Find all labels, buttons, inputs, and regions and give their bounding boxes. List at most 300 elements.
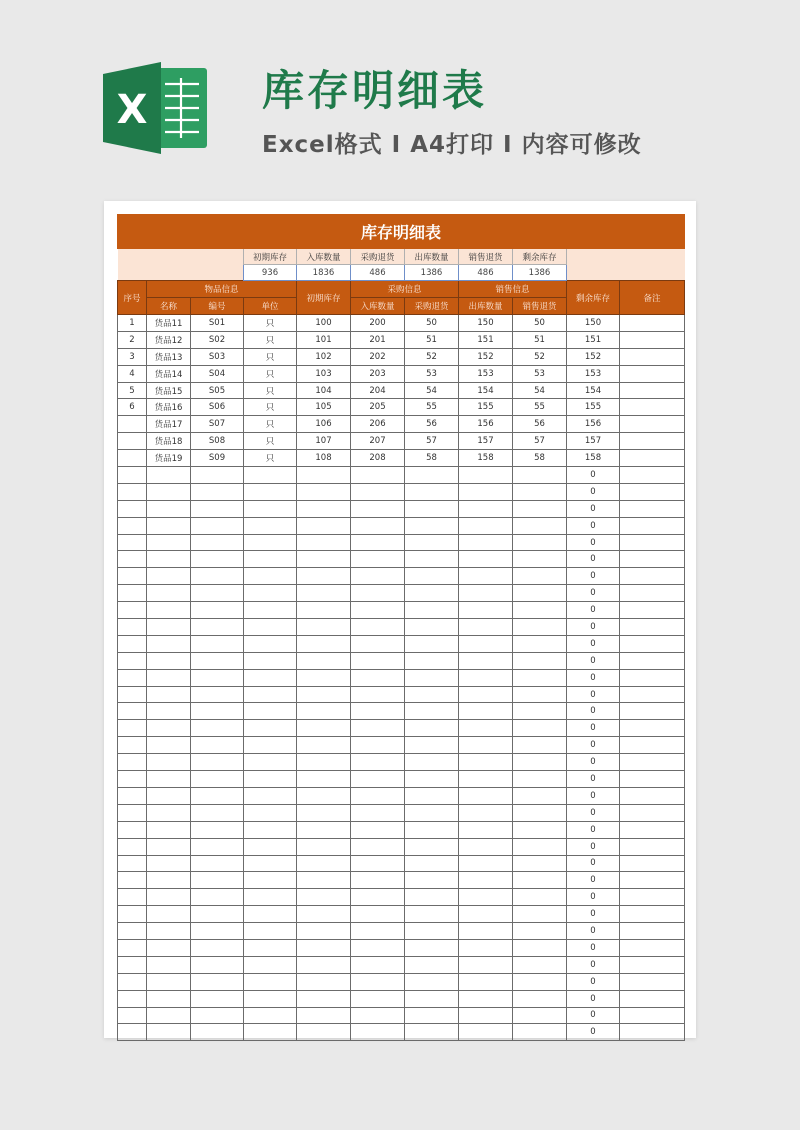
table-cell[interactable]	[147, 889, 191, 906]
table-cell[interactable]	[244, 619, 297, 636]
table-cell[interactable]	[620, 652, 685, 669]
table-cell[interactable]	[459, 619, 513, 636]
table-cell[interactable]	[118, 804, 147, 821]
table-cell[interactable]: 152	[459, 348, 513, 365]
table-cell[interactable]	[297, 585, 351, 602]
table-cell[interactable]: 54	[513, 382, 567, 399]
table-cell[interactable]	[297, 923, 351, 940]
table-cell[interactable]	[620, 923, 685, 940]
table-cell[interactable]	[244, 855, 297, 872]
table-cell[interactable]	[459, 771, 513, 788]
table-cell[interactable]	[405, 923, 459, 940]
table-cell[interactable]: 51	[405, 331, 459, 348]
table-cell[interactable]	[118, 1024, 147, 1041]
table-cell[interactable]	[297, 686, 351, 703]
table-cell[interactable]	[620, 382, 685, 399]
table-cell[interactable]	[147, 939, 191, 956]
table-cell[interactable]	[620, 956, 685, 973]
table-cell[interactable]	[513, 1007, 567, 1024]
table-cell[interactable]: 154	[459, 382, 513, 399]
table-cell[interactable]	[297, 619, 351, 636]
table-cell[interactable]	[297, 652, 351, 669]
table-cell[interactable]: 104	[297, 382, 351, 399]
table-cell[interactable]	[459, 534, 513, 551]
table-cell[interactable]	[297, 804, 351, 821]
table-cell[interactable]: 0	[567, 602, 620, 619]
table-cell[interactable]	[118, 635, 147, 652]
table-cell[interactable]	[118, 467, 147, 484]
table-cell[interactable]	[513, 973, 567, 990]
table-cell[interactable]	[118, 433, 147, 450]
table-cell[interactable]: 208	[351, 450, 405, 467]
table-cell[interactable]	[297, 737, 351, 754]
table-cell[interactable]	[620, 889, 685, 906]
table-cell[interactable]: 206	[351, 416, 405, 433]
table-cell[interactable]	[351, 551, 405, 568]
table-cell[interactable]	[118, 923, 147, 940]
table-cell[interactable]	[405, 720, 459, 737]
table-cell[interactable]	[244, 483, 297, 500]
table-cell[interactable]	[513, 686, 567, 703]
table-cell[interactable]	[351, 585, 405, 602]
table-cell[interactable]	[620, 619, 685, 636]
table-cell[interactable]	[147, 990, 191, 1007]
table-cell[interactable]	[244, 703, 297, 720]
table-cell[interactable]: 55	[405, 399, 459, 416]
table-cell[interactable]	[191, 838, 244, 855]
table-cell[interactable]: 0	[567, 669, 620, 686]
table-cell[interactable]	[459, 754, 513, 771]
table-cell[interactable]: 只	[244, 433, 297, 450]
table-cell[interactable]	[405, 990, 459, 1007]
table-cell[interactable]	[405, 534, 459, 551]
table-cell[interactable]	[620, 1024, 685, 1041]
table-cell[interactable]	[147, 534, 191, 551]
table-cell[interactable]: 货品19	[147, 450, 191, 467]
table-cell[interactable]	[244, 635, 297, 652]
table-cell[interactable]	[297, 821, 351, 838]
table-cell[interactable]	[191, 652, 244, 669]
table-cell[interactable]	[620, 585, 685, 602]
table-cell[interactable]	[620, 737, 685, 754]
table-cell[interactable]: 52	[513, 348, 567, 365]
table-cell[interactable]: 108	[297, 450, 351, 467]
table-cell[interactable]: 货品16	[147, 399, 191, 416]
table-cell[interactable]: 0	[567, 585, 620, 602]
table-cell[interactable]	[191, 467, 244, 484]
table-cell[interactable]: 50	[405, 315, 459, 332]
table-cell[interactable]	[147, 568, 191, 585]
table-cell[interactable]	[459, 838, 513, 855]
table-cell[interactable]: 0	[567, 771, 620, 788]
table-cell[interactable]	[297, 635, 351, 652]
table-cell[interactable]	[118, 737, 147, 754]
table-cell[interactable]: 150	[459, 315, 513, 332]
table-cell[interactable]	[351, 483, 405, 500]
table-cell[interactable]: 205	[351, 399, 405, 416]
table-cell[interactable]	[244, 720, 297, 737]
table-cell[interactable]	[351, 602, 405, 619]
table-cell[interactable]: 0	[567, 939, 620, 956]
table-cell[interactable]	[297, 973, 351, 990]
table-cell[interactable]	[297, 483, 351, 500]
table-cell[interactable]: 0	[567, 534, 620, 551]
table-cell[interactable]	[620, 450, 685, 467]
table-cell[interactable]	[118, 872, 147, 889]
table-cell[interactable]	[244, 906, 297, 923]
table-cell[interactable]	[459, 906, 513, 923]
table-cell[interactable]: 只	[244, 315, 297, 332]
table-cell[interactable]	[459, 889, 513, 906]
table-cell[interactable]	[297, 771, 351, 788]
table-cell[interactable]: 0	[567, 737, 620, 754]
table-cell[interactable]	[297, 1024, 351, 1041]
table-cell[interactable]	[405, 771, 459, 788]
table-cell[interactable]	[459, 804, 513, 821]
table-cell[interactable]	[118, 855, 147, 872]
table-cell[interactable]	[620, 534, 685, 551]
table-cell[interactable]: 0	[567, 483, 620, 500]
table-cell[interactable]	[620, 315, 685, 332]
table-cell[interactable]	[620, 787, 685, 804]
table-cell[interactable]: 52	[405, 348, 459, 365]
table-cell[interactable]	[118, 973, 147, 990]
table-cell[interactable]: 0	[567, 855, 620, 872]
table-cell[interactable]	[513, 635, 567, 652]
table-cell[interactable]	[191, 686, 244, 703]
table-cell[interactable]	[191, 804, 244, 821]
table-cell[interactable]	[513, 669, 567, 686]
table-cell[interactable]	[191, 585, 244, 602]
table-cell[interactable]: 0	[567, 568, 620, 585]
table-cell[interactable]	[147, 1024, 191, 1041]
table-cell[interactable]	[405, 737, 459, 754]
table-cell[interactable]	[620, 517, 685, 534]
table-cell[interactable]	[191, 517, 244, 534]
table-cell[interactable]	[351, 737, 405, 754]
table-cell[interactable]	[459, 669, 513, 686]
table-cell[interactable]	[244, 652, 297, 669]
table-cell[interactable]	[351, 754, 405, 771]
table-cell[interactable]	[191, 939, 244, 956]
table-cell[interactable]	[191, 889, 244, 906]
table-cell[interactable]	[405, 906, 459, 923]
table-cell[interactable]: 0	[567, 467, 620, 484]
table-cell[interactable]	[351, 821, 405, 838]
table-cell[interactable]	[459, 720, 513, 737]
table-cell[interactable]	[513, 754, 567, 771]
table-cell[interactable]	[351, 906, 405, 923]
table-cell[interactable]	[297, 720, 351, 737]
table-cell[interactable]	[620, 821, 685, 838]
table-cell[interactable]: 0	[567, 1024, 620, 1041]
table-cell[interactable]	[405, 1007, 459, 1024]
table-cell[interactable]: 1	[118, 315, 147, 332]
table-cell[interactable]	[513, 771, 567, 788]
table-cell[interactable]	[118, 602, 147, 619]
table-cell[interactable]	[459, 872, 513, 889]
table-cell[interactable]: 货品11	[147, 315, 191, 332]
table-cell[interactable]	[405, 635, 459, 652]
table-cell[interactable]	[297, 517, 351, 534]
table-cell[interactable]	[191, 568, 244, 585]
summary-value-out[interactable]: 1386	[405, 265, 459, 281]
table-cell[interactable]: 157	[567, 433, 620, 450]
table-cell[interactable]	[351, 838, 405, 855]
table-cell[interactable]: 152	[567, 348, 620, 365]
table-cell[interactable]	[513, 534, 567, 551]
table-cell[interactable]	[118, 889, 147, 906]
table-cell[interactable]	[405, 585, 459, 602]
table-cell[interactable]	[459, 551, 513, 568]
table-cell[interactable]: 53	[513, 365, 567, 382]
table-cell[interactable]	[513, 990, 567, 1007]
table-cell[interactable]: S01	[191, 315, 244, 332]
table-cell[interactable]	[459, 602, 513, 619]
table-cell[interactable]	[405, 619, 459, 636]
table-cell[interactable]	[244, 821, 297, 838]
table-cell[interactable]	[513, 737, 567, 754]
table-cell[interactable]	[351, 467, 405, 484]
table-cell[interactable]: 58	[513, 450, 567, 467]
table-cell[interactable]	[351, 973, 405, 990]
table-cell[interactable]	[118, 585, 147, 602]
summary-value-initial[interactable]: 936	[244, 265, 297, 281]
table-cell[interactable]	[405, 956, 459, 973]
table-cell[interactable]	[405, 872, 459, 889]
table-cell[interactable]	[620, 804, 685, 821]
table-cell[interactable]: 151	[459, 331, 513, 348]
table-cell[interactable]	[405, 467, 459, 484]
table-cell[interactable]	[244, 990, 297, 1007]
table-cell[interactable]	[147, 872, 191, 889]
table-cell[interactable]	[351, 889, 405, 906]
table-cell[interactable]	[147, 771, 191, 788]
table-cell[interactable]	[191, 973, 244, 990]
table-cell[interactable]	[191, 990, 244, 1007]
table-cell[interactable]	[147, 483, 191, 500]
table-cell[interactable]	[620, 568, 685, 585]
table-cell[interactable]: 54	[405, 382, 459, 399]
table-cell[interactable]	[118, 534, 147, 551]
table-cell[interactable]: 105	[297, 399, 351, 416]
table-cell[interactable]	[620, 973, 685, 990]
table-cell[interactable]	[118, 517, 147, 534]
table-cell[interactable]	[297, 855, 351, 872]
table-cell[interactable]: 0	[567, 652, 620, 669]
table-cell[interactable]	[351, 990, 405, 1007]
table-cell[interactable]	[297, 669, 351, 686]
table-cell[interactable]	[191, 500, 244, 517]
table-cell[interactable]: 0	[567, 973, 620, 990]
table-cell[interactable]	[620, 939, 685, 956]
table-cell[interactable]: 0	[567, 635, 620, 652]
table-cell[interactable]	[147, 720, 191, 737]
table-cell[interactable]: 56	[405, 416, 459, 433]
table-cell[interactable]	[118, 703, 147, 720]
table-cell[interactable]: 150	[567, 315, 620, 332]
table-cell[interactable]: 0	[567, 703, 620, 720]
summary-value-remaining[interactable]: 1386	[513, 265, 567, 281]
table-cell[interactable]	[351, 804, 405, 821]
table-cell[interactable]	[297, 872, 351, 889]
table-cell[interactable]: 0	[567, 821, 620, 838]
table-cell[interactable]	[244, 1007, 297, 1024]
table-cell[interactable]	[351, 669, 405, 686]
table-cell[interactable]	[513, 585, 567, 602]
table-cell[interactable]	[191, 855, 244, 872]
table-cell[interactable]	[118, 787, 147, 804]
table-cell[interactable]	[513, 956, 567, 973]
table-cell[interactable]	[620, 771, 685, 788]
table-cell[interactable]: 207	[351, 433, 405, 450]
table-cell[interactable]	[244, 787, 297, 804]
table-cell[interactable]: 53	[405, 365, 459, 382]
table-cell[interactable]: 0	[567, 872, 620, 889]
table-cell[interactable]	[244, 568, 297, 585]
table-cell[interactable]	[147, 838, 191, 855]
table-cell[interactable]: 100	[297, 315, 351, 332]
table-cell[interactable]	[351, 703, 405, 720]
table-cell[interactable]	[405, 939, 459, 956]
table-cell[interactable]	[459, 1024, 513, 1041]
table-cell[interactable]	[244, 585, 297, 602]
table-cell[interactable]: 0	[567, 956, 620, 973]
table-cell[interactable]	[405, 1024, 459, 1041]
table-cell[interactable]: 货品15	[147, 382, 191, 399]
table-cell[interactable]	[244, 737, 297, 754]
table-cell[interactable]	[147, 754, 191, 771]
table-cell[interactable]	[118, 619, 147, 636]
table-cell[interactable]	[244, 669, 297, 686]
table-cell[interactable]	[405, 703, 459, 720]
table-cell[interactable]	[620, 720, 685, 737]
table-cell[interactable]: 201	[351, 331, 405, 348]
table-cell[interactable]	[405, 500, 459, 517]
table-cell[interactable]: 0	[567, 787, 620, 804]
table-cell[interactable]	[620, 348, 685, 365]
table-cell[interactable]	[118, 838, 147, 855]
table-cell[interactable]	[513, 551, 567, 568]
table-cell[interactable]	[297, 956, 351, 973]
table-cell[interactable]	[620, 686, 685, 703]
table-cell[interactable]: 153	[459, 365, 513, 382]
table-cell[interactable]	[118, 771, 147, 788]
table-cell[interactable]: 只	[244, 399, 297, 416]
table-cell[interactable]	[513, 923, 567, 940]
table-cell[interactable]	[147, 855, 191, 872]
table-cell[interactable]	[513, 838, 567, 855]
table-cell[interactable]	[513, 1024, 567, 1041]
table-cell[interactable]	[513, 703, 567, 720]
table-cell[interactable]	[191, 787, 244, 804]
table-cell[interactable]: 156	[459, 416, 513, 433]
table-cell[interactable]	[191, 635, 244, 652]
table-cell[interactable]	[244, 467, 297, 484]
table-cell[interactable]	[620, 602, 685, 619]
table-cell[interactable]	[459, 956, 513, 973]
table-cell[interactable]	[405, 483, 459, 500]
table-cell[interactable]: 158	[459, 450, 513, 467]
table-cell[interactable]	[620, 467, 685, 484]
table-cell[interactable]: 2	[118, 331, 147, 348]
table-cell[interactable]	[620, 433, 685, 450]
table-cell[interactable]	[620, 754, 685, 771]
table-cell[interactable]	[244, 686, 297, 703]
table-cell[interactable]	[244, 804, 297, 821]
table-cell[interactable]	[244, 771, 297, 788]
table-cell[interactable]	[405, 889, 459, 906]
table-cell[interactable]	[191, 1024, 244, 1041]
table-cell[interactable]: 158	[567, 450, 620, 467]
summary-value-sales-return[interactable]: 486	[459, 265, 513, 281]
table-cell[interactable]: 153	[567, 365, 620, 382]
table-cell[interactable]: 0	[567, 889, 620, 906]
table-cell[interactable]	[620, 1007, 685, 1024]
table-cell[interactable]	[459, 855, 513, 872]
table-cell[interactable]	[147, 669, 191, 686]
table-cell[interactable]	[297, 889, 351, 906]
table-cell[interactable]	[191, 720, 244, 737]
table-cell[interactable]: 只	[244, 348, 297, 365]
table-cell[interactable]	[118, 720, 147, 737]
table-cell[interactable]: 106	[297, 416, 351, 433]
table-cell[interactable]: 货品17	[147, 416, 191, 433]
table-cell[interactable]	[244, 923, 297, 940]
table-cell[interactable]	[191, 872, 244, 889]
table-cell[interactable]	[191, 619, 244, 636]
table-cell[interactable]	[244, 939, 297, 956]
table-cell[interactable]	[459, 568, 513, 585]
table-cell[interactable]	[405, 787, 459, 804]
table-cell[interactable]	[297, 787, 351, 804]
table-cell[interactable]	[351, 1024, 405, 1041]
summary-value-purchase-return[interactable]: 486	[351, 265, 405, 281]
table-cell[interactable]: 0	[567, 500, 620, 517]
table-cell[interactable]	[459, 500, 513, 517]
table-cell[interactable]	[459, 787, 513, 804]
table-cell[interactable]	[297, 939, 351, 956]
table-cell[interactable]	[620, 500, 685, 517]
table-cell[interactable]	[191, 483, 244, 500]
table-cell[interactable]	[513, 804, 567, 821]
table-cell[interactable]	[297, 990, 351, 1007]
table-cell[interactable]	[147, 906, 191, 923]
table-cell[interactable]	[297, 602, 351, 619]
table-cell[interactable]: 0	[567, 923, 620, 940]
table-cell[interactable]: 151	[567, 331, 620, 348]
table-cell[interactable]	[405, 754, 459, 771]
table-cell[interactable]	[405, 517, 459, 534]
table-cell[interactable]	[191, 551, 244, 568]
table-cell[interactable]	[191, 534, 244, 551]
table-cell[interactable]	[620, 872, 685, 889]
table-cell[interactable]	[459, 517, 513, 534]
table-cell[interactable]	[459, 467, 513, 484]
table-cell[interactable]	[513, 467, 567, 484]
table-cell[interactable]	[513, 619, 567, 636]
table-cell[interactable]	[459, 939, 513, 956]
table-cell[interactable]: 0	[567, 906, 620, 923]
table-cell[interactable]: 0	[567, 804, 620, 821]
table-cell[interactable]	[351, 771, 405, 788]
table-cell[interactable]: 货品12	[147, 331, 191, 348]
table-cell[interactable]	[620, 990, 685, 1007]
table-cell[interactable]	[244, 889, 297, 906]
table-cell[interactable]: 0	[567, 720, 620, 737]
table-cell[interactable]	[191, 906, 244, 923]
table-cell[interactable]	[351, 787, 405, 804]
